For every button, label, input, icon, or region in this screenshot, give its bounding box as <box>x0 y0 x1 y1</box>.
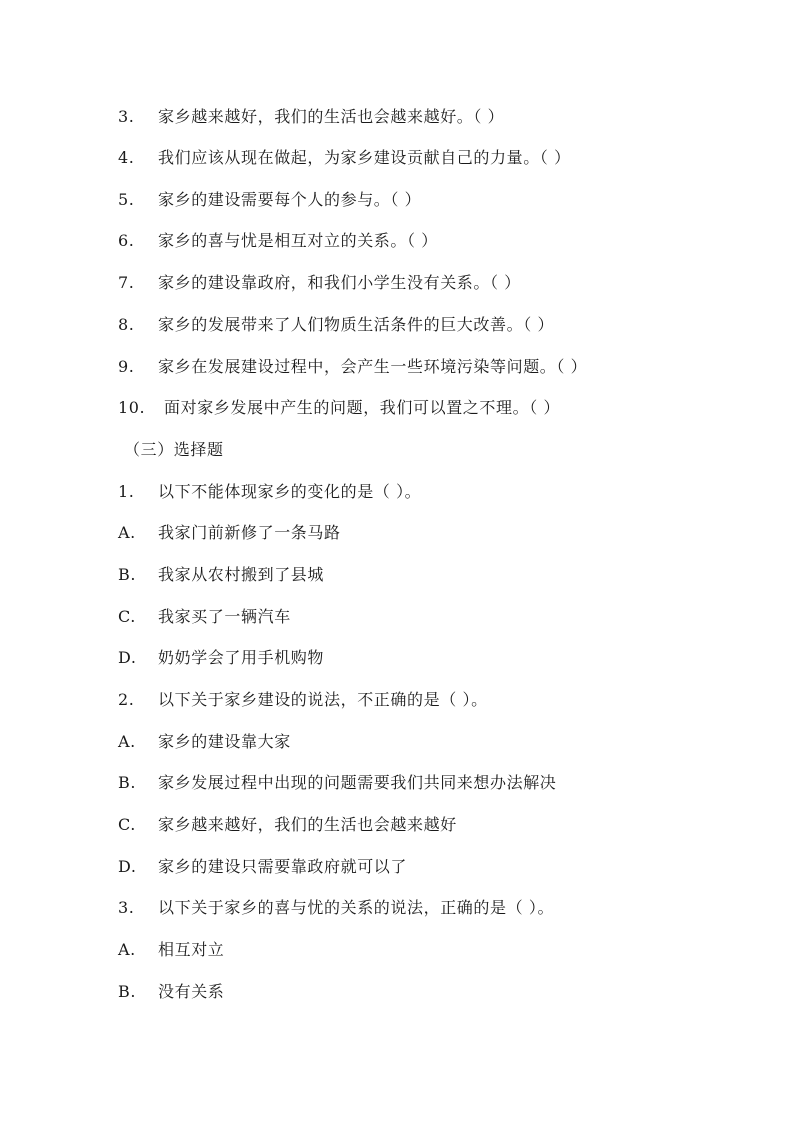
judgment-item-6 <box>118 230 438 252</box>
option-letter: D. <box>118 648 137 667</box>
option-1c <box>118 606 291 628</box>
item-text: 面对家乡发展中产生的问题，我们可以置之不理。（ ） <box>164 398 561 417</box>
item-text: 家乡的喜与忧是相互对立的关系。（ ） <box>158 231 438 250</box>
option-letter: A. <box>118 732 136 751</box>
option-letter: C. <box>118 607 136 626</box>
option-letter: B. <box>118 982 137 1001</box>
judgment-item-3 <box>118 106 504 128</box>
judgment-item-4 <box>118 147 571 169</box>
item-number: 8. <box>118 315 135 334</box>
option-letter: B. <box>118 773 137 792</box>
choice-question-3 <box>118 897 554 919</box>
choice-question-1 <box>118 481 421 503</box>
item-text: 我们应该从现在做起，为家乡建设贡献自己的力量。（ ） <box>158 148 571 167</box>
option-1d <box>118 647 324 669</box>
option-letter: C. <box>118 815 136 834</box>
option-letter: A. <box>118 940 136 959</box>
option-text: 我家从农村搬到了县城 <box>158 565 325 584</box>
question-stem: 以下关于家乡的喜与忧的关系的说法，正确的是（ ）。 <box>158 898 555 917</box>
option-2a <box>118 731 291 753</box>
option-1a <box>118 522 341 544</box>
section-heading: （三）选择题 <box>124 440 224 459</box>
option-3a <box>118 939 224 961</box>
item-number: 7. <box>118 273 135 292</box>
option-2c <box>118 814 457 836</box>
item-text: 家乡的发展带来了人们物质生活条件的巨大改善。（ ） <box>158 315 555 334</box>
option-3b <box>118 981 224 1003</box>
question-stem: 以下关于家乡建设的说法，不正确的是（ ）。 <box>158 690 488 709</box>
option-text: 家乡的建设靠大家 <box>158 732 291 751</box>
option-text: 奶奶学会了用手机购物 <box>158 648 325 667</box>
item-text: 家乡的建设靠政府，和我们小学生没有关系。（ ） <box>158 273 521 292</box>
choice-question-2 <box>118 689 488 711</box>
judgment-item-10 <box>118 397 560 419</box>
option-text: 家乡越来越好，我们的生活也会越来越好 <box>158 815 457 834</box>
option-2d <box>118 856 407 878</box>
option-text: 我家门前新修了一条马路 <box>158 523 341 542</box>
item-number: 9. <box>118 357 135 376</box>
item-number: 3. <box>118 107 135 126</box>
option-text: 我家买了一辆汽车 <box>158 607 291 626</box>
item-text: 家乡的建设需要每个人的参与。（ ） <box>158 190 422 209</box>
item-text: 家乡越来越好，我们的生活也会越来越好。（ ） <box>158 107 505 126</box>
item-number: 6. <box>118 231 135 250</box>
judgment-item-7 <box>118 272 521 294</box>
question-number: 3. <box>118 898 135 917</box>
option-text: 没有关系 <box>158 982 225 1001</box>
item-number: 5. <box>118 190 135 209</box>
item-text: 家乡在发展建设过程中，会产生一些环境污染等问题。（ ） <box>158 357 588 376</box>
question-number: 2. <box>118 690 135 709</box>
option-letter: D. <box>118 857 137 876</box>
option-1b <box>118 564 324 586</box>
option-text: 相互对立 <box>158 940 225 959</box>
judgment-item-5 <box>118 189 421 211</box>
option-2b <box>118 772 556 794</box>
item-number: 10. <box>118 398 146 417</box>
option-letter: A. <box>118 523 136 542</box>
judgment-item-9 <box>118 356 587 378</box>
option-text: 家乡的建设只需要靠政府就可以了 <box>158 857 408 876</box>
item-number: 4. <box>118 148 135 167</box>
question-stem: 以下不能体现家乡的变化的是（ ）。 <box>158 482 422 501</box>
question-number: 1. <box>118 482 135 501</box>
judgment-item-8 <box>118 314 554 336</box>
option-text: 家乡发展过程中出现的问题需要我们共同来想办法解决 <box>158 773 557 792</box>
option-letter: B. <box>118 565 137 584</box>
